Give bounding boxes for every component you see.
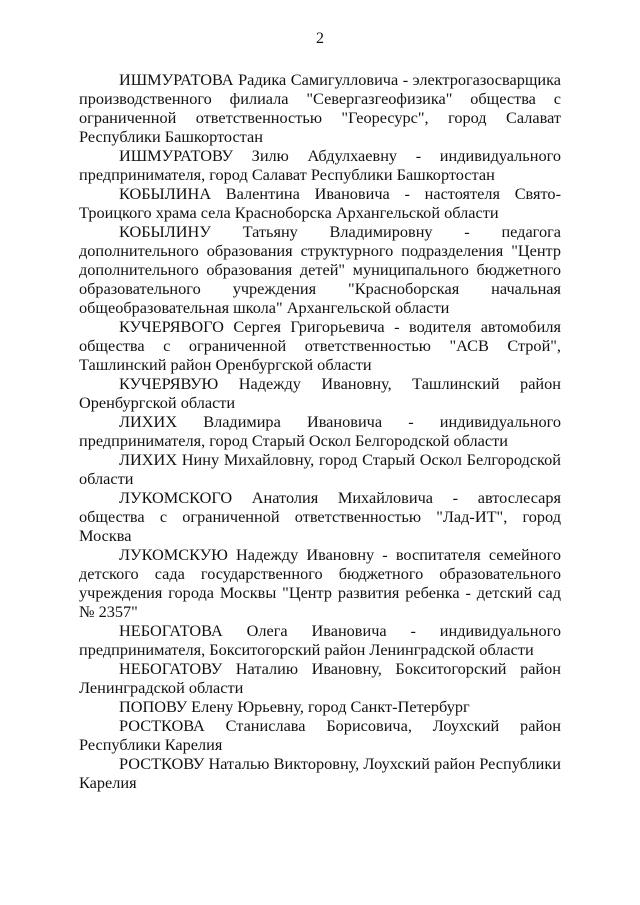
page-number: 2 <box>316 30 324 47</box>
list-item: ЛИХИХ Нину Михайловну, город Старый Оскол Белгородской области <box>79 450 561 488</box>
list-item: РОСТКОВУ Наталью Викторовну, Лоухский район Республики Карелия <box>79 754 561 792</box>
list-item: КОБЫЛИНУ Татьяну Владимировну - педагога дополнительного образования структурного подразделения "Центр дополнительного образования детей" муниципального бюджетного образовательного учреждения "Красноборская начальная общеобразовательная школа" Архангельской области <box>79 222 561 317</box>
list-item: ЛУКОМСКОГО Анатолия Михайловича - автослесаря общества с ограниченной ответственностью "Лад-ИТ", город Москва <box>79 488 561 545</box>
list-item: НЕБОГАТОВУ Наталию Ивановну, Бокситогорский район Ленинградской области <box>79 659 561 697</box>
list-item: КУЧЕРЯВУЮ Надежду Ивановну, Ташлинский район Оренбургской области <box>79 374 561 412</box>
list-item: ИШМУРАТОВУ Зилю Абдулхаевну - индивидуального предпринимателя, город Салават Республики Башкортостан <box>79 146 561 184</box>
list-item: ИШМУРАТОВА Радика Самигулловича - электрогазосварщика производственного филиала "Севергазгеофизика" общества с ограниченной ответственностью "Георесурс", город Салават Республики Башкортостан <box>79 70 561 146</box>
award-list <box>79 70 561 792</box>
list-item: КОБЫЛИНА Валентина Ивановича - настоятеля Свято-Троицкого храма села Красноборска Архангельской области <box>79 184 561 222</box>
list-item: РОСТКОВА Станислава Борисовича, Лоухский район Республики Карелия <box>79 716 561 754</box>
list-item: ЛИХИХ Владимира Ивановича - индивидуального предпринимателя, город Старый Оскол Белгородской области <box>79 412 561 450</box>
list-item: КУЧЕРЯВОГО Сергея Григорьевича - водителя автомобиля общества с ограниченной ответственностью "АСВ Строй", Ташлинский район Оренбургской области <box>79 317 561 374</box>
list-item: ЛУКОМСКУЮ Надежду Ивановну - воспитателя семейного детского сада государственного бюджетного образовательного учреждения города Москвы "Центр развития ребенка - детский сад № 2357" <box>79 545 561 621</box>
list-item: ПОПОВУ Елену Юрьевну, город Санкт-Петербург <box>119 697 470 716</box>
list-item: НЕБОГАТОВА Олега Ивановича - индивидуального предпринимателя, Бокситогорский район Ленинградской области <box>79 621 561 659</box>
